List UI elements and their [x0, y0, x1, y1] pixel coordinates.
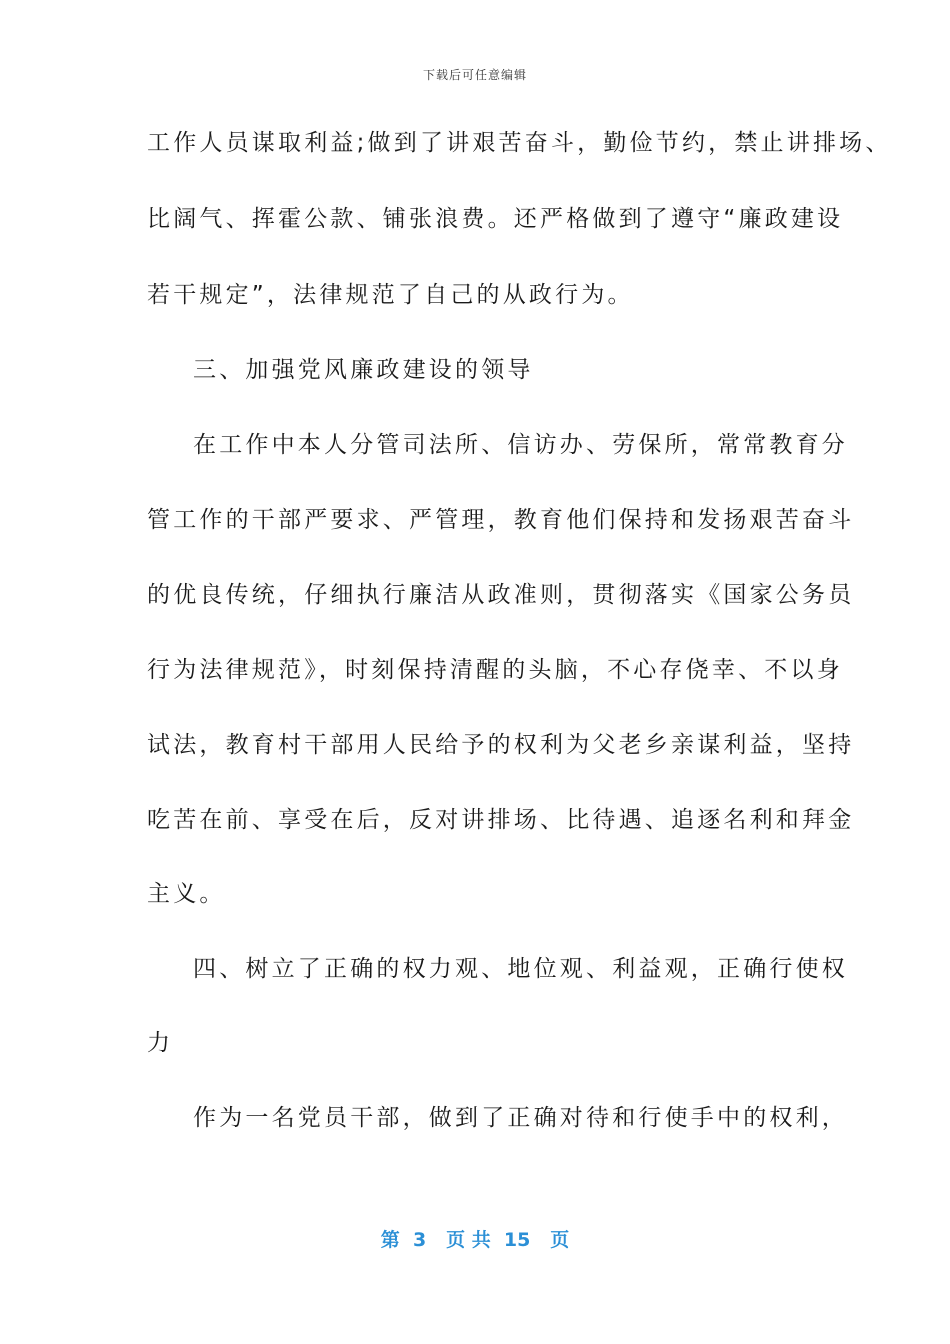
body-line: 试法，教育村干部用人民给予的权利为父老乡亲谋利益，坚持 [147, 732, 855, 758]
body-line: 主义。 [147, 881, 226, 907]
body-line: 行为法律规范》，时刻保持清醒的头脑，不心存侥幸、不以身 [147, 657, 843, 683]
section-heading-continued: 力 [147, 1030, 174, 1056]
body-line: 的优良传统，仔细执行廉洁从政准则，贯彻落实《国家公务员 [147, 582, 855, 608]
section-heading: 三、加强党风廉政建设的领导 [193, 357, 534, 383]
body-line: 工作人员谋取利益;做到了讲艰苦奋斗，勤俭节约，禁止讲排场、 [147, 130, 892, 156]
section-heading: 四、树立了正确的权力观、地位观、利益观，正确行使权 [193, 956, 848, 982]
body-line: 在工作中本人分管司法所、信访办、劳保所，常常教育分 [193, 432, 848, 458]
body-line: 比阔气、挥霍公款、铺张浪费。还严格做到了遵守“廉政建设 [147, 206, 844, 232]
body-line: 吃苦在前、享受在后，反对讲排场、比待遇、追逐名利和拜金 [147, 807, 855, 833]
header-note: 下载后可任意编辑 [422, 68, 527, 82]
body-line: 作为一名党员干部，做到了正确对待和行使手中的权利， [193, 1105, 848, 1131]
body-line: 管工作的干部严要求、严管理，教育他们保持和发扬艰苦奋斗 [147, 507, 855, 533]
page-number-footer: 第 3 页 共 15 页 [380, 1229, 570, 1251]
body-line: 若干规定”，法律规范了自己的从政行为。 [147, 282, 634, 308]
